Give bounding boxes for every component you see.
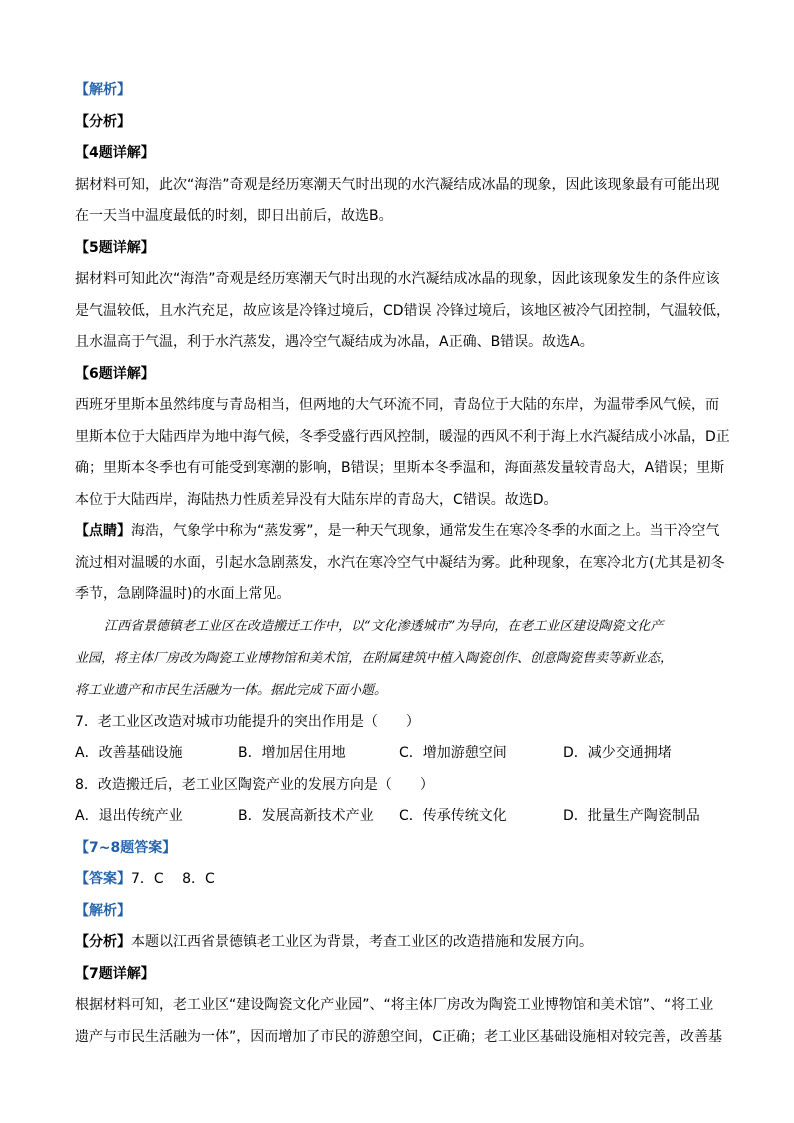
q7-option-c: C．增加游憩空间 [399, 745, 507, 761]
q7-option-a: A．改善基础设施 [75, 745, 183, 761]
q4-heading: 【4题详解】 [75, 145, 155, 161]
text-line: 是气温较低，且水汽充足，故应该是冷锋过境后，CD错误 冷锋过境后，该地区被冷气团控制，气温较低， [75, 302, 731, 319]
key-point-label: 【点睛】 [75, 523, 131, 539]
analysis-subheading: 【分析】 [75, 113, 131, 130]
answer-tag-7-8: 【7~8题答案】 [75, 839, 177, 856]
q5-heading: 【5题详解】 [75, 239, 155, 256]
text-line: 季节，急剧降温时)的水面上常见。 [75, 586, 291, 602]
q8-option-d: D．批量生产陶瓷制品 [563, 808, 700, 824]
text-line: 遗产与市民生活融为一体”，因而增加了市民的游憩空间，C正确；老工业区基础设施相对较完善，改善基 [75, 1028, 723, 1045]
q5-explanation [75, 267, 730, 355]
key-point-block [75, 519, 730, 607]
q7-explanation [75, 993, 730, 1050]
answer-line [75, 867, 730, 892]
q7-options [75, 741, 730, 766]
q8-option-c: C．传承传统文化 [399, 808, 507, 824]
q8-stem: 8．改造搬迁后，老工业区陶瓷产业的发展方向是（ ） [75, 776, 434, 793]
analysis-heading-2: 【解析】 [75, 902, 131, 919]
answer-label: 【答案】 [75, 871, 131, 887]
analysis-heading: 【解析】 [75, 82, 131, 98]
text-line: 据材料可知此次“海浩”奇观是经历寒潮天气时出现的水汽凝结成冰晶的现象，因此该现象发生的条件应该 [75, 271, 720, 287]
q7-option-d: D．减少交通拥堵 [563, 745, 672, 761]
key-point-text: 海浩，气象学中称为“蒸发雾”，是一种天气现象，通常发生在寒冷冬季的水面之上。当干冷空气 [131, 523, 720, 539]
q8-option-b: B．发展高新技术产业 [238, 808, 374, 824]
key-point-line [75, 519, 730, 544]
text-line: 且水温高于气温，利于水汽蒸发，遇冷空气凝结成为冰晶，A正确、B错误。故选A。 [75, 334, 594, 350]
analysis-label: 【分析】 [75, 934, 131, 950]
text-line: 江西省景德镇老工业区在改造搬迁工作中，以“文化渗透城市”为导向，在老工业区建设陶瓷文化产 [104, 618, 664, 634]
analysis-text: 本题以江西省景德镇老工业区为背景，考查工业区的改造措施和发展方向。 [131, 934, 593, 950]
text-line: 确；里斯本冬季也有可能受到寒潮的影响，B错误；里斯本冬季温和，海面蒸发量较青岛大，A错误；里斯 [75, 460, 725, 476]
text-line: 本位于大陆西岸，海陆热力性质差异没有大陆东岸的青岛大，C错误。故选D。 [75, 491, 558, 508]
text-line: 据材料可知，此次“海浩”奇观是经历寒潮天气时出现的水汽凝结成冰晶的现象，因此该现象最有可能出现 [75, 176, 720, 193]
analysis-line [75, 930, 730, 955]
q7-stem: 7．老工业区改造对城市功能提升的突出作用是（ ） [75, 713, 420, 730]
material-intro [75, 614, 730, 704]
q6-explanation [75, 393, 730, 513]
answer-text: 7．C 8．C [131, 871, 215, 887]
q4-explanation [75, 173, 730, 230]
text-line: 流过相对温暖的水面，引起水急剧蒸发，水汽在寒冷空气中凝结为雾。此种现象，在寒冷北方(尤其是初冬 [75, 554, 725, 571]
q8-options [75, 804, 730, 829]
q6-heading: 【6题详解】 [75, 365, 155, 382]
q8-option-a: A．退出传统产业 [75, 808, 183, 824]
text-line: 西班牙里斯本虽然纬度与青岛相当，但两地的大气环流不同，青岛位于大陆的东岸，为温带季风气候，而 [75, 397, 719, 413]
text-line: 根据材料可知，老工业区“建设陶瓷文化产业园”、“将主体厂房改为陶瓷工业博物馆和美术馆”、“将工业 [75, 997, 714, 1013]
text-line: 业园，将主体厂房改为陶瓷工业博物馆和美术馆，在附属建筑中植入陶瓷创作、创意陶瓷售卖等新业态， [75, 650, 674, 666]
q7-explain-heading: 【7题详解】 [75, 965, 155, 982]
text-line: 里斯本位于大陆西岸为地中海气候，冬季受盛行西风控制，暖湿的西风不利于海上水汽凝结成小冰晶，D正 [75, 428, 730, 445]
text-line: 在一天当中温度最低的时刻，即日出前后，故选B。 [75, 208, 393, 224]
document-page [75, 78, 730, 1056]
q7-option-b: B．增加居住用地 [238, 745, 346, 761]
text-line: 将工业遗产和市民生活融为一体。据此完成下面小题。 [75, 682, 388, 698]
